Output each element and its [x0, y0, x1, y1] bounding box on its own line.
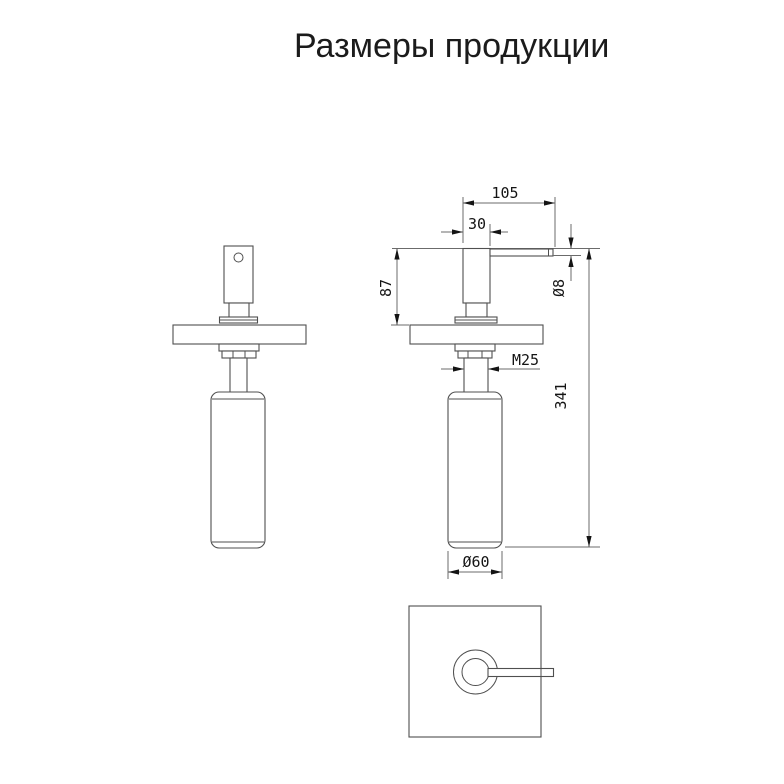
- dim-bottle-diameter-label: Ø60: [462, 553, 490, 571]
- mounting-flange: [410, 325, 543, 344]
- arrowhead: [394, 314, 399, 325]
- arrowhead: [586, 249, 591, 260]
- arrowhead: [463, 200, 474, 205]
- arrowhead: [452, 229, 463, 234]
- top-view: [409, 606, 554, 737]
- threaded-shank: [464, 358, 488, 394]
- mounting-washer: [455, 344, 495, 351]
- front-view: [173, 246, 306, 548]
- bottle-body: [211, 392, 265, 548]
- arrowhead: [491, 569, 502, 574]
- pump-neck: [466, 303, 487, 317]
- threaded-shank: [230, 358, 247, 394]
- mounting-nut: [458, 351, 492, 358]
- dim-head-width: [441, 215, 508, 246]
- arrowhead: [490, 229, 501, 234]
- arrowhead: [544, 200, 555, 205]
- pump-head: [224, 246, 253, 303]
- page-title: Размеры продукции: [294, 27, 610, 65]
- mounting-nut: [222, 351, 256, 358]
- arrowhead: [453, 366, 464, 371]
- spout: [490, 249, 553, 256]
- mounting-washer: [219, 344, 259, 351]
- pump-head: [463, 249, 490, 304]
- dim-head-height: [377, 249, 409, 326]
- dim-thread-size-label: M25: [512, 351, 540, 369]
- dim-head-width-label: 30: [467, 215, 487, 233]
- arrowhead: [488, 366, 499, 371]
- arrowhead: [448, 569, 459, 574]
- arrowhead: [394, 249, 399, 260]
- spout-top: [488, 669, 554, 677]
- arrowhead: [568, 256, 573, 267]
- dim-head-height-label: 87: [377, 278, 395, 298]
- arrowhead: [568, 238, 573, 249]
- pump-neck: [229, 303, 249, 318]
- dim-spout-diameter-label: Ø8: [550, 278, 568, 298]
- dim-total-height-label: 341: [552, 382, 570, 410]
- arrowhead: [586, 536, 591, 547]
- dim-bottle-diameter: [448, 551, 502, 579]
- mounting-flange: [173, 325, 306, 344]
- bottle-body: [448, 392, 502, 548]
- dim-spout-length-label: 105: [491, 184, 519, 202]
